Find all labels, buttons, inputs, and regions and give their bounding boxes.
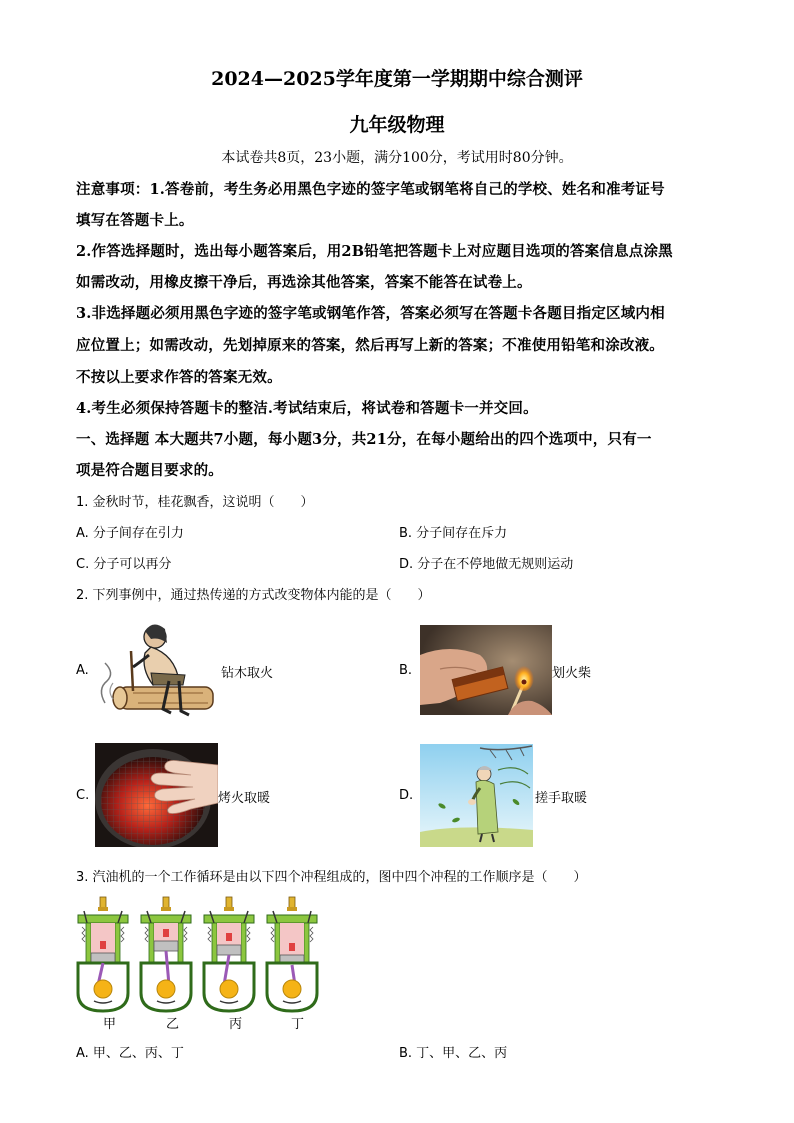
note-line-5: 3.非选择题必须用黑色字迹的签字笔或钢笔作答，答案必须写在答题卡各题目指定区域内相 <box>76 305 665 322</box>
striking-match-picture <box>420 625 552 715</box>
engine-cylinder-4 <box>267 897 317 1011</box>
engine-cylinder-1 <box>78 897 128 1011</box>
q2-option-c-caption: 烤火取暖 <box>218 791 271 806</box>
engine-cylinder-3 <box>204 897 254 1011</box>
rubbing-hands-picture <box>420 744 533 847</box>
q2-option-a-letter: A. <box>76 663 89 678</box>
q2-option-a-caption: 钻木取火 <box>221 666 274 681</box>
q2-option-b-caption: 划火柴 <box>552 666 592 681</box>
warming-hands-by-fire-picture <box>95 743 218 847</box>
q1-option-c: C. 分子可以再分 <box>76 557 172 572</box>
q2-option-b-letter: B. <box>399 663 413 678</box>
note-line-1: 注意事项：1.答卷前，考生务必用黑色字迹的签字笔或钢笔将自己的学校、姓名和准考证号 <box>76 181 665 198</box>
section-heading-line-2: 项是符合题目要求的。 <box>76 462 223 479</box>
q2-option-d-letter: D. <box>399 788 414 803</box>
q2-option-c-letter: C. <box>76 788 90 803</box>
note-line-4: 如需改动，用橡皮擦干净后，再选涂其他答案，答案不能答在试卷上。 <box>76 274 532 291</box>
section-heading-line-1: 一、选择题 本大题共7小题，每小题3分，共21分，在每小题给出的四个选项中，只有一 <box>76 431 652 448</box>
engine-strokes-diagram <box>72 893 334 1033</box>
drilling-wood-fire-picture <box>93 615 218 723</box>
q1-stem: 1. 金秋时节，桂花飘香，这说明（ ） <box>76 495 314 510</box>
note-line-8: 4.考生必须保持答题卡的整洁.考试结束后，将试卷和答题卡一并交回。 <box>76 400 538 417</box>
exam-info: 本试卷共8页，23小题，满分100分，考试用时80分钟。 <box>221 150 573 166</box>
note-line-6: 应位置上；如需改动，先划掉原来的答案，然后再写上新的答案；不准使用铅笔和涂改液。 <box>76 337 664 354</box>
engine-label-ding: 丁 <box>291 1017 305 1032</box>
q2-option-d-caption: 搓手取暖 <box>535 791 588 806</box>
engine-label-jia: 甲 <box>103 1017 117 1032</box>
exam-title: 2024—2025学年度第一学期期中综合测评 <box>211 68 583 90</box>
q1-option-a: A. 分子间存在引力 <box>76 526 184 541</box>
engine-label-bing: 丙 <box>229 1017 243 1032</box>
q3-option-b: B. 丁、甲、乙、丙 <box>399 1046 508 1061</box>
q3-stem: 3. 汽油机的一个工作循环是由以下四个冲程组成的，图中四个冲程的工作顺序是（ ） <box>76 870 587 885</box>
q2-stem: 2. 下列事例中，通过热传递的方式改变物体内能的是（ ） <box>76 588 431 603</box>
q3-option-a: A. 甲、乙、丙、丁 <box>76 1046 184 1061</box>
note-line-2: 填写在答题卡上。 <box>76 212 194 229</box>
exam-subtitle: 九年级物理 <box>349 114 445 136</box>
engine-label-yi: 乙 <box>166 1017 180 1032</box>
q1-option-b: B. 分子间存在斥力 <box>399 526 508 541</box>
engine-cylinder-2 <box>141 897 191 1011</box>
note-line-7: 不按以上要求作答的答案无效。 <box>76 369 282 386</box>
note-line-3: 2.作答选择题时，选出每小题答案后，用2B铅笔把答题卡上对应题目选项的答案信息点涂黑 <box>76 243 673 260</box>
q1-option-d: D. 分子在不停地做无规则运动 <box>399 557 574 572</box>
